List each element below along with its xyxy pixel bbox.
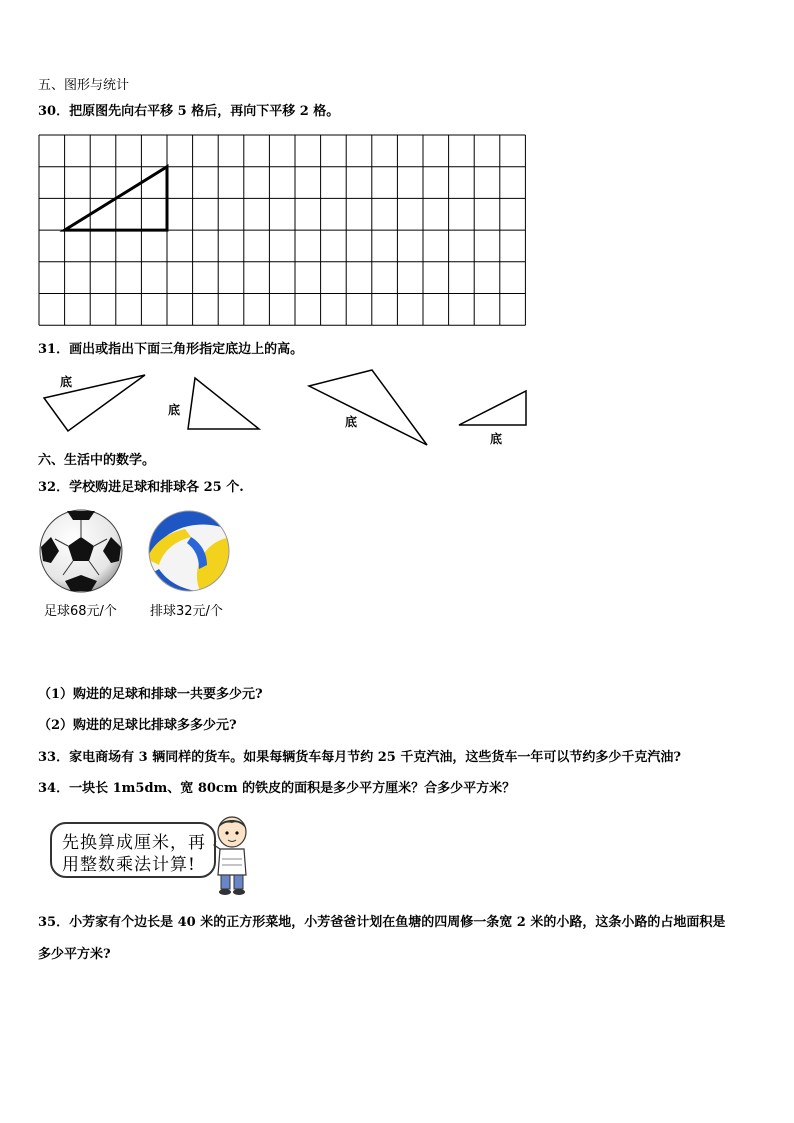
section-six-heading: 六、生活中的数学。 <box>38 453 156 468</box>
question-30-text: 把原图先向右平移 5 格后，再向下平移 2 格。 <box>69 104 340 119</box>
question-30-number: 30． <box>38 104 70 119</box>
base-label-1: 底 <box>60 375 73 389</box>
volleyball-image <box>145 507 235 597</box>
translation-grid <box>39 135 529 330</box>
question-32 <box>38 480 244 496</box>
hint-line-2: 用整数乘法计算! <box>62 855 196 875</box>
question-35-line1 <box>38 915 725 931</box>
section-five-heading: 五、图形与统计 <box>38 78 130 93</box>
hint-line-1: 先换算成厘米，再 <box>62 833 206 853</box>
question-35-line2: 多少平方米? <box>38 947 111 962</box>
base-label-2: 底 <box>168 403 181 417</box>
soccer-caption: 足球68元/个 <box>44 604 117 619</box>
question-31 <box>38 342 303 358</box>
question-32-sub2: （2）购进的足球比排球多多少元? <box>38 718 237 733</box>
question-32-sub1: （1）购进的足球和排球一共要多少元? <box>38 687 263 702</box>
hint-speech-bubble <box>50 822 216 878</box>
triangle-2 <box>188 378 259 429</box>
question-32-text: 学校购进足球和排球各 25 个. <box>69 480 244 495</box>
triangles-row <box>0 360 560 460</box>
triangle-3 <box>309 370 427 445</box>
question-33 <box>38 750 681 766</box>
question-31-text: 画出或指出下面三角形指定底边上的高。 <box>69 342 304 357</box>
question-30 <box>38 104 339 120</box>
boy-thinking-icon <box>212 815 252 897</box>
question-33-number: 33． <box>38 750 70 765</box>
question-35-text: 小芳家有个边长是 40 米的正方形菜地，小芳爸爸计划在鱼塘的四周修一条宽 2 米的小路，这条小路的占地面积是 <box>69 915 726 930</box>
triangle-4 <box>459 391 526 425</box>
base-label-4: 底 <box>490 432 503 446</box>
question-34-number: 34． <box>38 781 70 796</box>
soccer-ball-image <box>37 507 127 597</box>
question-31-number: 31． <box>38 342 70 357</box>
question-33-text: 家电商场有 3 辆同样的货车。如果每辆货车每月节约 25 千克汽油，这些货车一年可以节约多少千克汽油? <box>69 750 681 765</box>
volleyball-caption: 排球32元/个 <box>150 604 223 619</box>
question-34-text: 一块长 1m5dm、宽 80cm 的铁皮的面积是多少平方厘米？合多少平方米？ <box>69 781 516 796</box>
question-32-number: 32． <box>38 480 70 495</box>
question-34 <box>38 781 515 797</box>
base-label-3: 底 <box>345 415 358 429</box>
question-35-number: 35． <box>38 915 70 930</box>
